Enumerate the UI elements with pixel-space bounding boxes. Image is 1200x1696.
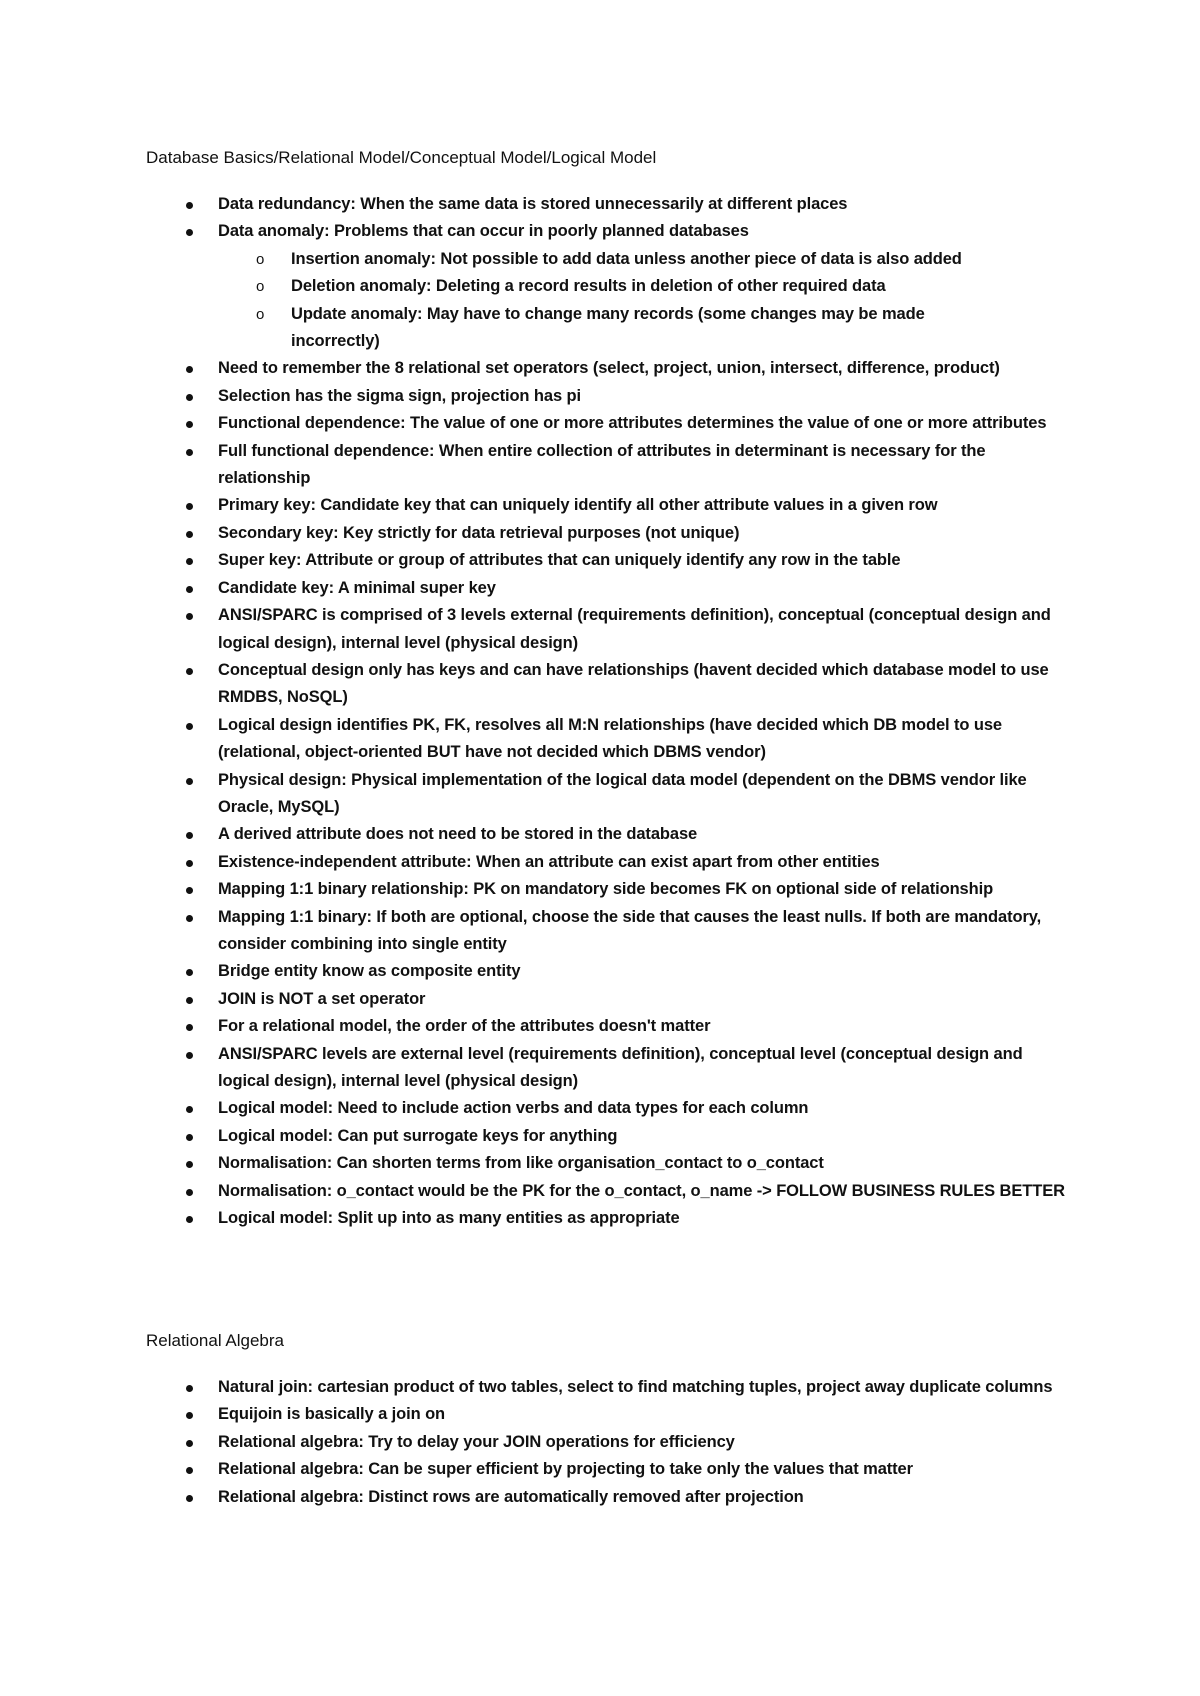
list-item — [0, 958, 1072, 985]
list-item-text: Data redundancy: When the same data is stored unnecessarily at different places — [218, 195, 848, 213]
list-item — [0, 1041, 1072, 1096]
list-item-text: Logical design identifies PK, FK, resolves all M:N relationships (have decided which DB model to use (relational, object-oriented BUT have not decided which DBMS vendor) — [218, 715, 1002, 762]
list-item-text: Super key: Attribute or group of attributes that can uniquely identify any row in the table — [218, 551, 901, 570]
list-item-text: Data anomaly: Problems that can occur in poorly planned databases — [218, 222, 749, 241]
list-item-text: Logical model: Split up into as many entities as appropriate — [218, 1209, 680, 1228]
bullet-icon — [186, 668, 193, 675]
list-item-text: Secondary key: Key strictly for data retrieval purposes (not unique) — [218, 523, 740, 542]
sub-list-item-text: Deletion anomaly: Deleting a record results in deletion of other required data — [291, 277, 886, 296]
list-item — [0, 1205, 1072, 1232]
bullet-icon — [186, 421, 193, 428]
section-heading-database-basics: Database Basics/Relational Model/Conceptual Model/Logical Model — [146, 148, 657, 167]
list-item — [0, 657, 1072, 712]
list-item — [0, 849, 1072, 876]
list-item — [0, 1123, 1072, 1150]
list-item — [0, 1150, 1072, 1177]
notes-list-database-basics — [0, 191, 1072, 1232]
list-item-text: Need to remember the 8 relational set operators (select, project, union, intersect, difference, product) — [218, 359, 1000, 378]
list-item — [0, 1374, 1072, 1401]
list-item-text: Functional dependence: The value of one or more attributes determines the value of one or more attributes — [218, 414, 1047, 433]
list-item — [0, 575, 1072, 602]
list-item-text: Primary key: Candidate key that can uniquely identify all other attribute values in a given row — [218, 496, 938, 515]
sub-bullet-marker: o — [256, 250, 265, 268]
section-heading-relational-algebra: Relational Algebra — [146, 1331, 284, 1350]
sub-list-item — [0, 246, 981, 273]
list-item — [0, 876, 1072, 903]
list-item-text: Logical model: Can put surrogate keys for anything — [218, 1126, 618, 1145]
bullet-icon — [186, 778, 193, 785]
list-item-text: Relational algebra: Can be super efficient by projecting to take only the values that matter — [218, 1460, 913, 1479]
list-item — [0, 355, 1072, 382]
sub-bullet-marker: o — [256, 278, 265, 296]
bullet-icon — [186, 915, 193, 922]
bullet-icon — [186, 1024, 193, 1031]
bullet-icon — [186, 1412, 193, 1419]
list-item — [0, 191, 1072, 218]
list-item-text: Bridge entity know as composite entity — [218, 962, 521, 981]
list-item-text: Normalisation: o_contact would be the PK for the o_contact, o_name -> FOLLOW BUSINESS RULES BETTER — [218, 1181, 1065, 1200]
list-item-text: Full functional dependence: When entire collection of attributes in determinant is necessary for the relationship — [218, 441, 986, 488]
list-item-text: JOIN is NOT a set operator — [218, 989, 426, 1008]
bullet-icon — [186, 1106, 193, 1113]
list-item-text: ANSI/SPARC levels are external level (requirements definition), conceptual level (conceptual design and logical design), internal level (physical design) — [218, 1044, 1023, 1090]
sub-list-item — [0, 301, 981, 356]
list-item — [0, 438, 1072, 493]
bullet-icon — [186, 1161, 193, 1168]
sub-list-item-text: Insertion anomaly: Not possible to add data unless another piece of data is also added — [291, 249, 962, 268]
notes-list-relational-algebra — [0, 1374, 1072, 1511]
list-item — [0, 1095, 1072, 1122]
bullet-icon — [186, 503, 193, 510]
bullet-icon — [186, 394, 193, 401]
sub-list-item-text: Update anomaly: May have to change many records (some changes may be made incorrectly) — [291, 304, 925, 351]
list-item-text: Mapping 1:1 binary: If both are optional, choose the side that causes the least nulls. If both are mandatory, consider combining into single entity — [218, 907, 1042, 953]
list-item — [0, 821, 1072, 848]
bullet-icon — [186, 531, 193, 538]
list-item — [0, 410, 1072, 437]
list-item — [0, 383, 1072, 410]
list-item — [0, 712, 1072, 767]
list-item — [0, 520, 1072, 547]
list-item-text: Normalisation: Can shorten terms from like organisation_contact to o_contact — [218, 1154, 824, 1173]
sub-list-item — [0, 273, 981, 300]
bullet-icon — [186, 202, 193, 209]
list-item-text: Logical model: Need to include action verbs and data types for each column — [218, 1099, 809, 1118]
list-item — [0, 218, 1072, 245]
list-item — [0, 1401, 1072, 1428]
bullet-icon — [186, 1495, 193, 1502]
list-item-text: Equijoin is basically a join on — [218, 1405, 446, 1424]
bullet-icon — [186, 366, 193, 373]
list-item-text: Relational algebra: Distinct rows are automatically removed after projection — [218, 1487, 804, 1506]
list-item — [0, 767, 1072, 822]
list-item-text: Existence-independent attribute: When an attribute can exist apart from other entities — [218, 852, 880, 871]
bullet-icon — [186, 997, 193, 1004]
list-item-text: Conceptual design only has keys and can have relationships (havent decided which database model to use RMDBS, NoSQL) — [218, 660, 1049, 707]
list-item — [0, 904, 1072, 959]
bullet-icon — [186, 1189, 193, 1196]
bullet-icon — [186, 613, 193, 620]
list-item — [0, 1013, 1072, 1040]
bullet-icon — [186, 1385, 193, 1392]
list-item-text: Selection has the sigma sign, projection has pi — [218, 386, 581, 405]
bullet-icon — [186, 832, 193, 839]
list-item-text: Physical design: Physical implementation of the logical data model (dependent on the DBMS vendor like Oracle, MySQL) — [218, 770, 1027, 816]
bullet-icon — [186, 449, 193, 456]
bullet-icon — [186, 1134, 193, 1141]
list-item-text: ANSI/SPARC is comprised of 3 levels external (requirements definition), conceptual (conceptual design and logical design), internal level (physical design) — [218, 606, 1051, 652]
list-item — [0, 602, 1072, 657]
bullet-icon — [186, 558, 193, 565]
bullet-icon — [186, 1440, 193, 1447]
sub-bullet-marker: o — [256, 305, 265, 323]
list-item — [0, 1484, 1072, 1511]
bullet-icon — [186, 1467, 193, 1474]
list-item — [0, 1429, 1072, 1456]
list-item — [0, 547, 1072, 574]
list-item-text: Candidate key: A minimal super key — [218, 578, 496, 597]
list-item — [0, 1456, 1072, 1483]
list-item — [0, 1178, 1072, 1205]
list-item-text: Natural join: cartesian product of two tables, select to find matching tuples, project away duplicate columns — [218, 1378, 1053, 1396]
bullet-icon — [186, 586, 193, 593]
bullet-icon — [186, 1052, 193, 1059]
list-item-text: A derived attribute does not need to be stored in the database — [218, 825, 698, 844]
bullet-icon — [186, 887, 193, 894]
bullet-icon — [186, 229, 193, 236]
list-item-text: Mapping 1:1 binary relationship: PK on mandatory side becomes FK on optional side of relationship — [218, 880, 994, 899]
list-item-text: For a relational model, the order of the attributes doesn't matter — [218, 1017, 711, 1036]
list-item — [0, 986, 1072, 1013]
list-item-text: Relational algebra: Try to delay your JOIN operations for efficiency — [218, 1432, 735, 1451]
bullet-icon — [186, 860, 193, 867]
list-item — [0, 492, 1072, 519]
bullet-icon — [186, 723, 193, 730]
bullet-icon — [186, 1216, 193, 1223]
bullet-icon — [186, 969, 193, 976]
